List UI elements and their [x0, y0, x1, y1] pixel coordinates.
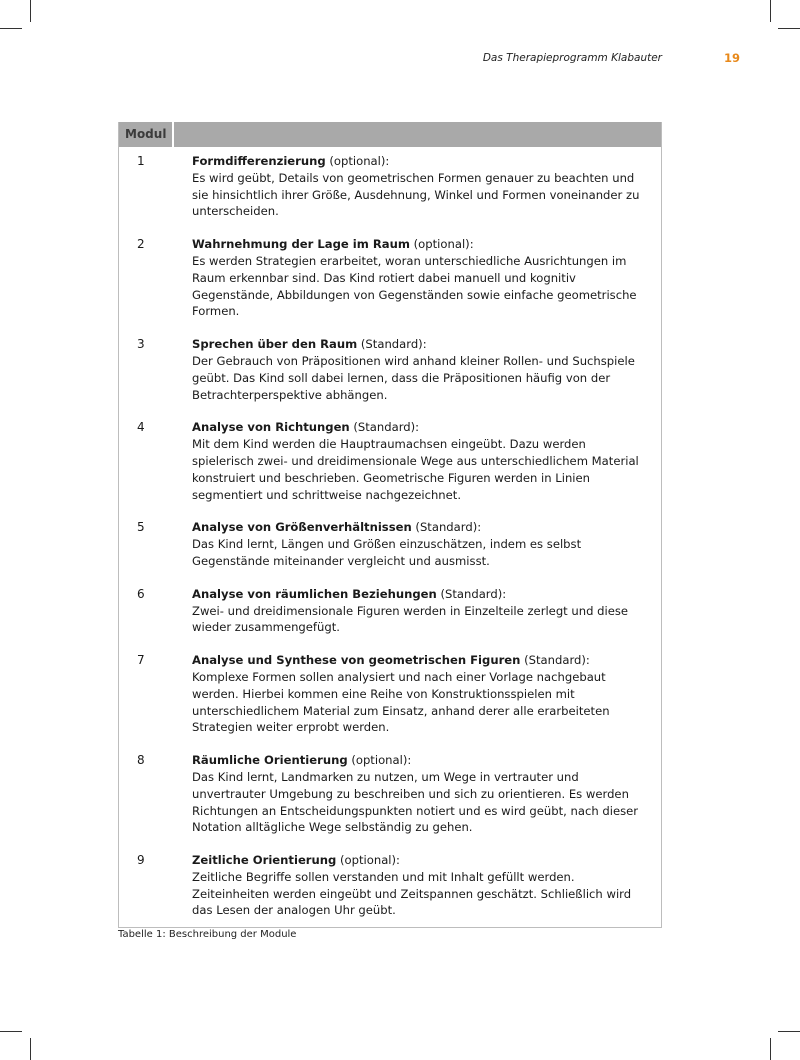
- module-title: Sprechen über den Raum: [192, 337, 358, 352]
- module-title: Analyse von Größenverhältnissen: [192, 520, 412, 535]
- running-head: Das Therapieprogramm Klabauter: [482, 52, 662, 64]
- module-description: [192, 519, 661, 569]
- crop-mark: [0, 1031, 22, 1032]
- module-tag: (optional):: [413, 237, 474, 252]
- module-description: [192, 652, 661, 736]
- module-text: Es wird geübt, Details von geometrischen Formen genauer zu beachten und sie hinsichtlich ihrer Größe, Ausdehnung, Winkel und Formen voneinander zu unterscheiden.: [192, 170, 640, 219]
- table-row: [119, 336, 661, 419]
- module-number: 6: [137, 586, 145, 601]
- crop-mark: [778, 28, 800, 29]
- table-row: [119, 852, 661, 921]
- module-description: [192, 236, 661, 320]
- module-description: [192, 153, 661, 220]
- module-text: Zwei- und dreidimensionale Figuren werden in Einzelteile zerlegt und diese wieder zusammengefügt.: [192, 603, 629, 635]
- page-number: 19: [723, 51, 740, 65]
- crop-mark: [778, 1031, 800, 1032]
- module-description: [192, 336, 661, 403]
- module-number: 2: [137, 237, 145, 252]
- module-text: Mit dem Kind werden die Hauptraumachsen eingeübt. Dazu werden spielerisch zwei- und dreidimensionale Wege aus unterschiedlichem Material konstruiert und beschrieben. Geometrische Figuren werden in Linien segmentiert und schrittweise nachgezeichnet.: [192, 437, 639, 502]
- column-header-description: [174, 122, 661, 147]
- module-number: 1: [137, 154, 145, 168]
- module-number: 7: [137, 653, 145, 668]
- crop-mark: [770, 0, 771, 22]
- table-row: [119, 586, 661, 652]
- module-number: 3: [137, 337, 145, 352]
- module-text: Zeitliche Begriffe sollen verstanden und mit Inhalt gefüllt werden. Zeiteinheiten werden eingeübt und Zeitspannen geschätzt. Schließlich wird das Lesen der analogen Uhr geübt.: [192, 869, 632, 918]
- column-header-modul: Modul: [119, 122, 174, 147]
- table-caption: Tabelle 1: Beschreibung der Module: [118, 929, 297, 940]
- crop-mark: [30, 0, 31, 22]
- table-body: [119, 147, 661, 927]
- module-description: [192, 586, 661, 636]
- module-number: 9: [137, 853, 145, 868]
- table-row: [119, 652, 661, 752]
- table-header: [119, 122, 661, 147]
- module-title: Analyse und Synthese von geometrischen Figuren: [192, 653, 521, 668]
- table-row: [119, 752, 661, 852]
- module-description: [192, 852, 661, 919]
- module-text: Der Gebrauch von Präpositionen wird anhand kleiner Rollen- und Suchspiele geübt. Das Kind soll dabei lernen, dass die Präpositionen häufig von der Betrachterperspektive abhängen.: [192, 353, 635, 402]
- module-description: [192, 752, 661, 836]
- module-title: Wahrnehmung der Lage im Raum: [192, 237, 410, 252]
- crop-mark: [0, 28, 22, 29]
- modules-table: [118, 122, 662, 928]
- module-tag: (optional):: [329, 154, 390, 168]
- crop-mark: [770, 1038, 771, 1060]
- module-title: Räumliche Orientierung: [192, 753, 348, 768]
- module-text: Das Kind lernt, Längen und Größen einzuschätzen, indem es selbst Gegenstände miteinander vergleicht und ausmisst.: [192, 537, 582, 568]
- module-description: [192, 419, 661, 503]
- module-tag: (optional):: [351, 753, 412, 768]
- module-number: 5: [137, 520, 145, 535]
- table-row: [119, 236, 661, 336]
- module-tag: (Standard):: [415, 520, 482, 535]
- crop-mark: [30, 1038, 31, 1060]
- module-text: Es werden Strategien erarbeitet, woran unterschiedliche Ausrichtungen im Raum erkennbar sind. Das Kind rotiert dabei manuell und kognitiv Gegenstände, Abbildungen von Gegenständen sowie einfache geometrische Formen.: [192, 253, 637, 319]
- table-row: [119, 519, 661, 585]
- module-number: 8: [137, 753, 145, 768]
- module-text: Komplexe Formen sollen analysiert und nach einer Vorlage nachgebaut werden. Hierbei kommen eine Reihe von Konstruktionsspielen mit unterschiedlichem Material zum Einsatz, anhand derer alle erarbeiteten Strategien weiter erprobt werden.: [192, 669, 610, 735]
- module-tag: (Standard):: [440, 586, 507, 601]
- module-title: Zeitliche Orientierung: [192, 853, 337, 868]
- table-row: [119, 153, 661, 236]
- module-number: 4: [137, 420, 145, 435]
- module-tag: (Standard):: [524, 653, 590, 668]
- module-title: Analyse von räumlichen Beziehungen: [192, 586, 437, 601]
- module-tag: (Standard):: [360, 337, 427, 352]
- module-title: Formdifferenzierung: [192, 154, 326, 168]
- module-text: Das Kind lernt, Landmarken zu nutzen, um Wege in vertrauter und unvertrauter Umgebung zu beschreiben und sich zu orientieren. Es werden Richtungen an Entscheidungspunkten notiert und es wird geübt, nach dieser Notation alltägliche Wege selbständig zu gehen.: [192, 769, 639, 835]
- table-row: [119, 419, 661, 519]
- module-tag: (Standard):: [353, 420, 420, 435]
- module-tag: (optional):: [340, 853, 400, 868]
- module-title: Analyse von Richtungen: [192, 420, 350, 435]
